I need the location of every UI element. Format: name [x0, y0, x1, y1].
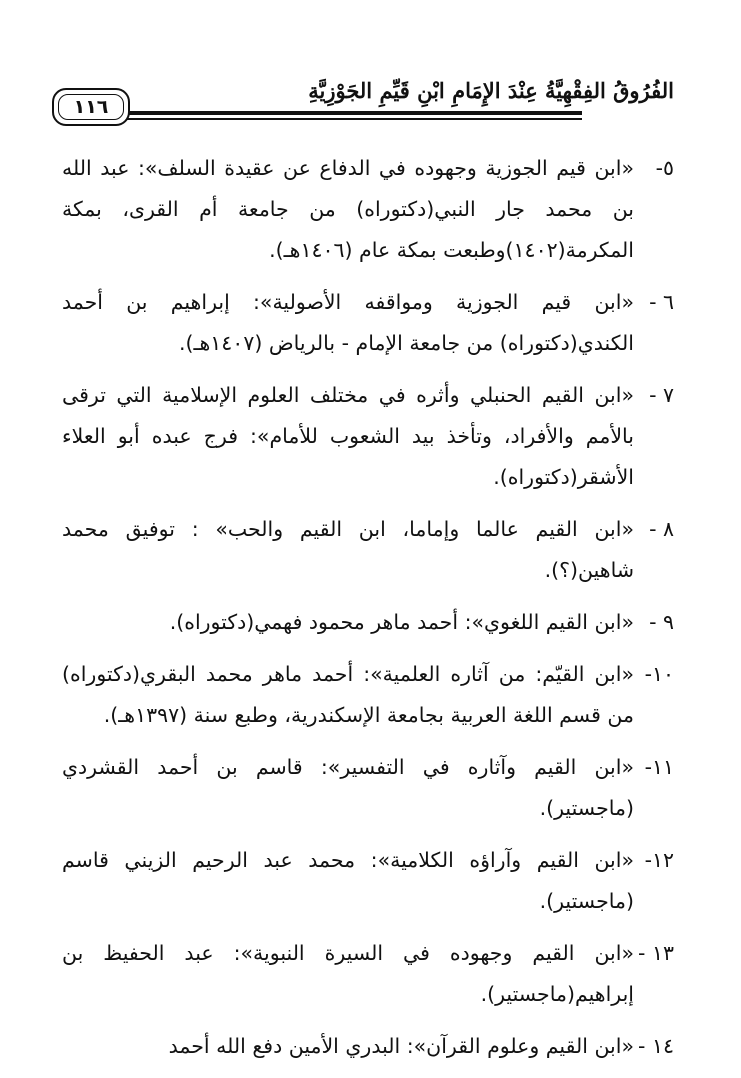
entry-text: «ابن القيم وجهوده في السيرة النبوية»: عبد الحفيظ بن إبراهيم(ماجستير).	[62, 941, 634, 1006]
list-item	[62, 840, 674, 922]
header-rule-thick	[62, 111, 582, 115]
entry-text: «ابن القيم وعلوم القرآن»: البدري الأمين دفع الله أحمد	[168, 1034, 634, 1058]
book-title: الفُرُوقُ الفِقْهِيَّةُ عِنْدَ الإِمَامِ ابْنِ قَيِّمِ الجَوْزِيَّةِ	[308, 78, 674, 103]
list-item	[62, 933, 674, 1015]
entry-number: ٧ -	[649, 383, 674, 407]
list-item	[62, 747, 674, 829]
entry-text: «ابن قيم الجوزية ومواقفه الأصولية»: إبراهيم بن أحمد الكندي(دكتوراه) من جامعة الإمام - بالرياض (١٤٠٧هـ).	[62, 290, 634, 355]
entry-text: «ابن القيم وآثاره في التفسير»: قاسم بن أحمد القشردي (ماجستير).	[62, 755, 634, 820]
entry-number: ١٤ -	[638, 1034, 674, 1058]
header-rule-thin	[62, 118, 582, 120]
bibliography-list	[62, 148, 674, 1078]
entry-text: «ابن القيم وآراؤه الكلامية»: محمد عبد الرحيم الزيني قاسم (ماجستير).	[62, 848, 634, 913]
list-item	[62, 1026, 674, 1067]
entry-number: ٦ -	[649, 290, 674, 314]
entry-number: ٨ -	[649, 517, 674, 541]
page-number: ١١٦	[58, 94, 124, 120]
entry-number: ٥-	[655, 156, 674, 180]
entry-text: «ابن القيم الحنبلي وأثره في مختلف العلوم الإسلامية التي ترقى بالأمم والأفراد، وتأخذ بيد الشعوب للأمام»: فرج عبده أبو العلاء الأشقر(دكتوراه).	[62, 383, 634, 489]
list-item	[62, 282, 674, 364]
entry-text: «ابن القيم عالما وإماما، ابن القيم والحب» : توفيق محمد شاهين(؟).	[62, 517, 634, 582]
list-item	[62, 602, 674, 643]
entry-text: «ابن القيّم: من آثاره العلمية»: أحمد ماهر محمد البقري(دكتوراه) من قسم اللغة العربية بجامعة الإسكندرية، وطبع سنة (١٣٩٧هـ).	[62, 662, 634, 727]
list-item	[62, 509, 674, 591]
running-header	[62, 78, 674, 128]
entry-text: «ابن قيم الجوزية وجهوده في الدفاع عن عقيدة السلف»: عبد الله بن محمد جار النبي(دكتوراه) من جامعة أم القرى، بمكة المكرمة(١٤٠٢)وطبعت بمكة عام (١٤٠٦هـ).	[62, 156, 634, 262]
entry-number: ١٣ -	[638, 941, 674, 965]
page-number-badge	[52, 88, 130, 126]
list-item	[62, 375, 674, 498]
entry-number: ١٢-	[644, 848, 674, 872]
list-item	[62, 148, 674, 271]
list-item	[62, 654, 674, 736]
entry-number: ١١-	[644, 755, 674, 779]
entry-number: ١٠-	[644, 662, 674, 686]
entry-text: «ابن القيم اللغوي»: أحمد ماهر محمود فهمي(دكتوراه).	[169, 610, 634, 634]
entry-number: ٩ -	[649, 610, 674, 634]
